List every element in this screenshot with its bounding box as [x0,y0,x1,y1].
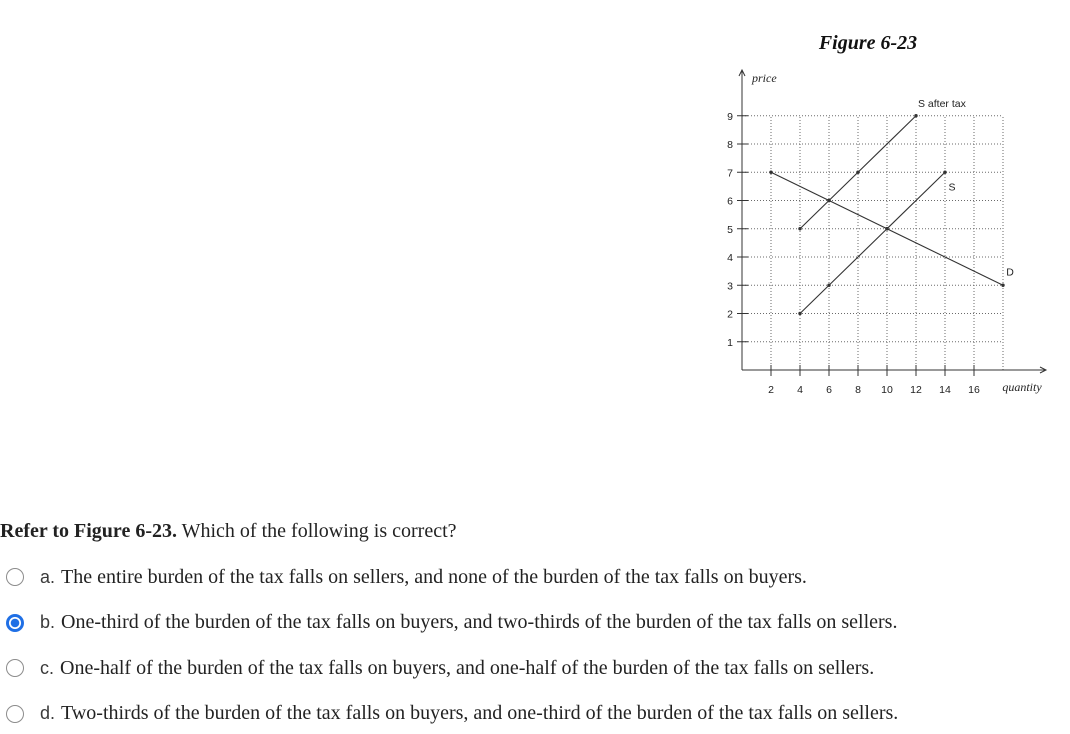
question-prompt: Which of the following is correct? [181,520,457,542]
series-label-s-after-tax: S after tax [918,97,966,110]
data-point-d [769,171,772,174]
y-tick-label: 2 [727,308,733,321]
y-tick-label: 4 [727,252,733,264]
option-c[interactable] [0,655,898,681]
supply-demand-chart [700,60,1070,405]
option-c-radio[interactable] [6,659,24,677]
y-tick-label: 8 [727,139,733,151]
question-text [0,518,457,544]
option-text: One-third of the burden of the tax falls on buyers, and two-thirds of the burden of the tax falls on sellers. [61,611,898,634]
data-point-d [1001,284,1004,287]
series-label-d: D [1006,266,1014,279]
question-lead: Refer to Figure 6-23. [0,520,177,542]
y-tick-label: 6 [727,195,733,208]
option-letter: d. [40,703,56,724]
data-point-s [798,312,801,315]
x-tick-label: 14 [939,384,951,396]
option-text: The entire burden of the tax falls on sellers, and none of the burden of the tax falls on buyers. [61,565,807,588]
x-tick-label: 4 [797,384,803,396]
option-letter: c. [40,657,55,678]
y-tick-label: 3 [727,280,733,293]
x-tick-label: 12 [910,384,922,396]
x-tick-label: 16 [968,384,980,396]
x-tick-label: 6 [826,384,832,396]
option-b-radio[interactable] [6,614,24,632]
figure-title: Figure 6-23 [818,32,918,54]
option-text: Two-thirds of the burden of the tax falls on buyers, and one-third of the burden of the tax falls on sellers. [61,702,899,725]
series-line-s [800,172,945,313]
series-label-s: S [948,181,956,194]
option-a-radio[interactable] [6,568,24,586]
x-axis-label: quantity [1002,380,1042,394]
option-letter: a. [40,566,56,587]
option-d[interactable] [0,701,898,727]
y-tick-label: 1 [727,336,733,349]
data-point-s [827,284,830,287]
option-d-radio[interactable] [6,705,24,723]
data-point-d [885,227,888,230]
x-tick-label: 10 [881,384,893,396]
x-tick-label: 8 [855,384,861,396]
option-b[interactable] [0,610,898,636]
x-tick-label: 2 [768,384,774,396]
option-letter: b. [40,612,56,633]
data-point-s-after-tax [914,114,917,117]
y-tick-label: 7 [727,167,733,180]
data-point-s-after-tax [798,227,801,230]
option-a[interactable] [0,564,898,590]
answer-options [0,564,898,727]
data-point-s [943,171,946,174]
y-axis-label: price [752,71,777,85]
y-tick-label: 9 [727,110,733,123]
data-point-d [827,199,830,202]
y-tick-label: 5 [727,223,733,236]
data-point-s-after-tax [856,171,859,174]
option-text: One-half of the burden of the tax falls on buyers, and one-half of the burden of the tax falls on sellers. [60,656,875,679]
